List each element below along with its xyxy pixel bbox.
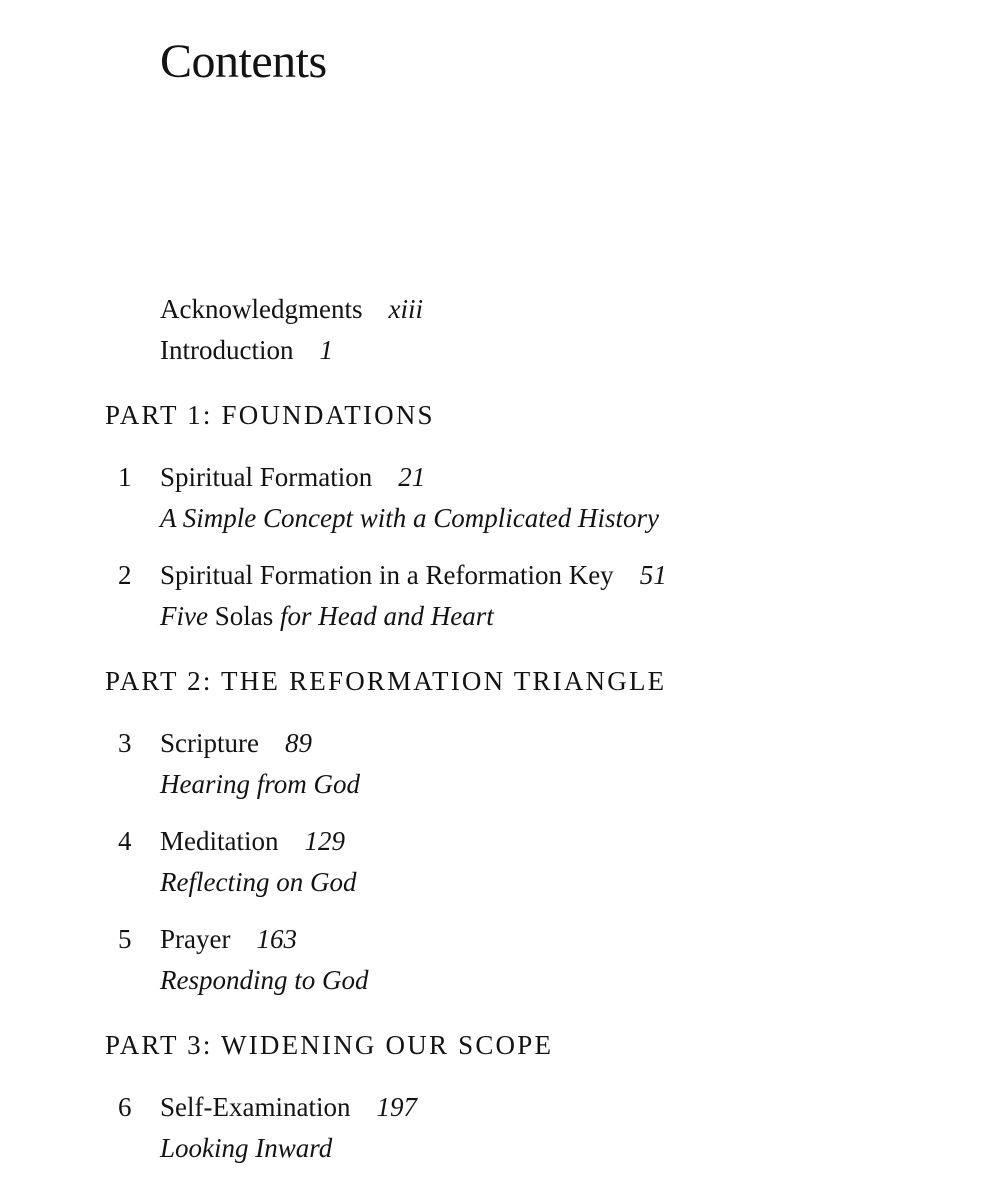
chapter-entry-2 (0, 555, 1000, 637)
subtitle-segment: A Simple Concept with a Complicated History (160, 503, 659, 533)
subtitle-segment: Reflecting on God (160, 867, 357, 897)
part-heading: PART 2: THE REFORMATION TRIANGLE (105, 666, 667, 696)
chapter-page-number: 21 (398, 462, 426, 492)
chapter-title: Spiritual Formation in a Reformation Key (160, 560, 614, 590)
chapter-entry-4 (0, 821, 1000, 903)
chapter-number: 6 (118, 1092, 132, 1122)
chapter-entry-6 (0, 1087, 1000, 1169)
subtitle-segment: Looking Inward (160, 1133, 333, 1163)
chapter-subtitle (160, 498, 1000, 539)
entry-page-number: xiii (388, 294, 423, 324)
subtitle-segment: Five (160, 601, 215, 631)
part-3-section (0, 1028, 1000, 1169)
page-title: Contents (160, 35, 327, 88)
chapter-entry-5 (0, 919, 1000, 1001)
chapter-number: 4 (118, 826, 132, 856)
chapter-page-number: 89 (284, 728, 312, 758)
chapter-title-line (118, 555, 1000, 596)
chapter-title-line (118, 919, 1000, 960)
chapter-title: Spiritual Formation (160, 462, 373, 492)
entry-page-number: 1 (319, 335, 333, 365)
subtitle-segment: Responding to God (160, 965, 369, 995)
part-heading: PART 3: WIDENING OUR SCOPE (105, 1030, 554, 1060)
entry-label: Introduction (160, 335, 294, 365)
chapter-number: 3 (118, 728, 132, 758)
front-matter-entry-acknowledgments (160, 289, 1000, 330)
chapter-title: Self-Examination (160, 1092, 351, 1122)
chapter-number: 1 (118, 462, 132, 492)
chapter-title-line (118, 723, 1000, 764)
chapter-page-number: 51 (639, 560, 667, 590)
subtitle-segment: Hearing from God (160, 769, 360, 799)
front-matter-entry-introduction (160, 330, 1000, 371)
chapter-title-line (118, 821, 1000, 862)
subtitle-segment: Solas (214, 601, 274, 631)
chapter-subtitle (160, 862, 1000, 903)
chapter-page-number: 129 (304, 826, 345, 856)
chapter-entry-3 (0, 723, 1000, 805)
chapter-number: 2 (118, 560, 132, 590)
chapter-subtitle (160, 1128, 1000, 1169)
part-heading: PART 1: FOUNDATIONS (105, 400, 435, 430)
front-matter-list (0, 289, 1000, 371)
chapter-number: 5 (118, 924, 132, 954)
chapter-page-number: 197 (376, 1092, 417, 1122)
chapter-page-number: 163 (256, 924, 297, 954)
chapter-title-line (118, 457, 1000, 498)
part-1-section (0, 398, 1000, 637)
chapter-title: Prayer (160, 924, 231, 954)
chapter-title: Scripture (160, 728, 259, 758)
part-2-section (0, 664, 1000, 1001)
subtitle-segment: for Head and Heart (273, 601, 494, 631)
chapter-subtitle (160, 960, 1000, 1001)
chapter-entry-1 (0, 457, 1000, 539)
chapter-title-line (118, 1087, 1000, 1128)
entry-label: Acknowledgments (160, 294, 363, 324)
chapter-subtitle (160, 596, 1000, 637)
chapter-subtitle (160, 764, 1000, 805)
chapter-title: Meditation (160, 826, 279, 856)
